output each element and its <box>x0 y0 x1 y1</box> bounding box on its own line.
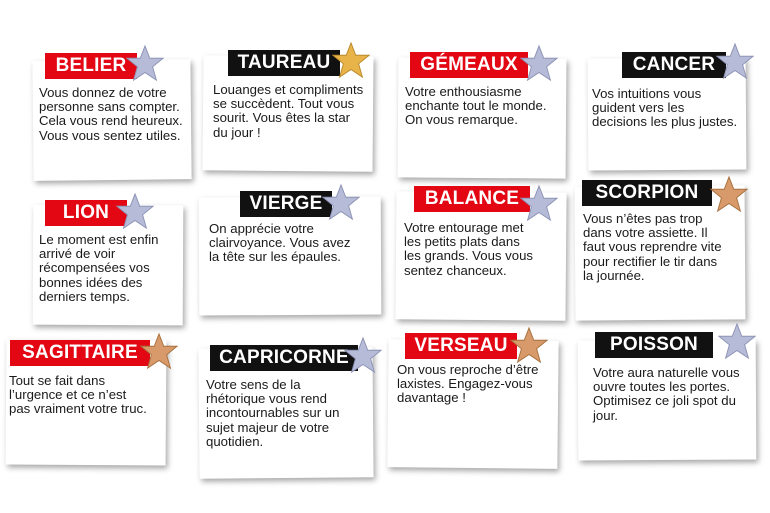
silver-star-icon <box>126 44 164 82</box>
sign-banner: TAUREAU <box>228 50 340 76</box>
sign-banner: BELIER <box>45 53 137 79</box>
bronze-star-icon <box>140 332 178 370</box>
sign-banner: BALANCE <box>414 186 530 212</box>
horoscope-text: Vos intuitions vous guident vers les decisions les plus justes. <box>592 86 738 130</box>
silver-star-icon <box>520 184 558 222</box>
horoscope-text: Votre enthousiasme enchante tout le monde. On vous remarque. <box>405 84 547 128</box>
bronze-star-icon <box>510 326 548 364</box>
silver-star-icon <box>716 42 754 80</box>
sign-banner: LION <box>45 200 127 226</box>
horoscope-text: Votre sens de la rhétorique vous rend incontournables sur un sujet majeur de votre quotidien. <box>206 377 340 449</box>
silver-star-icon <box>520 44 558 82</box>
horoscope-text: Vous n’êtes pas trop dans votre assiette. Il faut vous reprendre vite pour rectifier le tir dans la journée. <box>583 211 722 283</box>
sign-banner: CAPRICORNE <box>210 345 358 371</box>
silver-star-icon <box>718 322 756 360</box>
sign-banner: SCORPION <box>582 180 712 206</box>
silver-star-icon <box>116 192 154 230</box>
sign-banner: POISSON <box>595 332 713 358</box>
bronze-star-icon <box>710 175 748 213</box>
horoscope-text: Le moment est enfin arrivé de voir récompensées vos bonnes idées des derniers temps. <box>39 232 159 304</box>
gold-star-icon <box>332 41 370 79</box>
horoscope-text: On apprécie votre clairvoyance. Vous avez la tête sur les épaules. <box>209 221 351 265</box>
sign-banner: GÉMEAUX <box>410 52 528 78</box>
silver-star-icon <box>344 336 382 374</box>
sign-banner: CANCER <box>622 52 726 78</box>
sign-banner: VIERGE <box>240 191 332 217</box>
horoscope-text: Vous donnez de votre personne sans compter. Cela vous rend heureux. Vous vous sentez utiles. <box>39 85 183 143</box>
horoscope-text: Tout se fait dans l’urgence et ce n’est pas vraiment votre truc. <box>9 373 147 417</box>
horoscope-text: On vous reproche d’être laxistes. Engagez-vous davantage ! <box>397 362 539 406</box>
horoscope-text: Votre entourage met les petits plats dans les grands. Vous vous sentez chanceux. <box>404 220 534 278</box>
horoscope-text: Louanges et compliments se succèdent. Tout vous sourit. Vous êtes la star du jour ! <box>213 82 364 140</box>
silver-star-icon <box>322 183 360 221</box>
horoscope-text: Votre aura naturelle vous ouvre toutes les portes. Optimisez ce joli spot du jour. <box>593 365 740 423</box>
sign-banner: SAGITTAIRE <box>10 340 150 366</box>
sign-banner: VERSEAU <box>405 333 517 359</box>
